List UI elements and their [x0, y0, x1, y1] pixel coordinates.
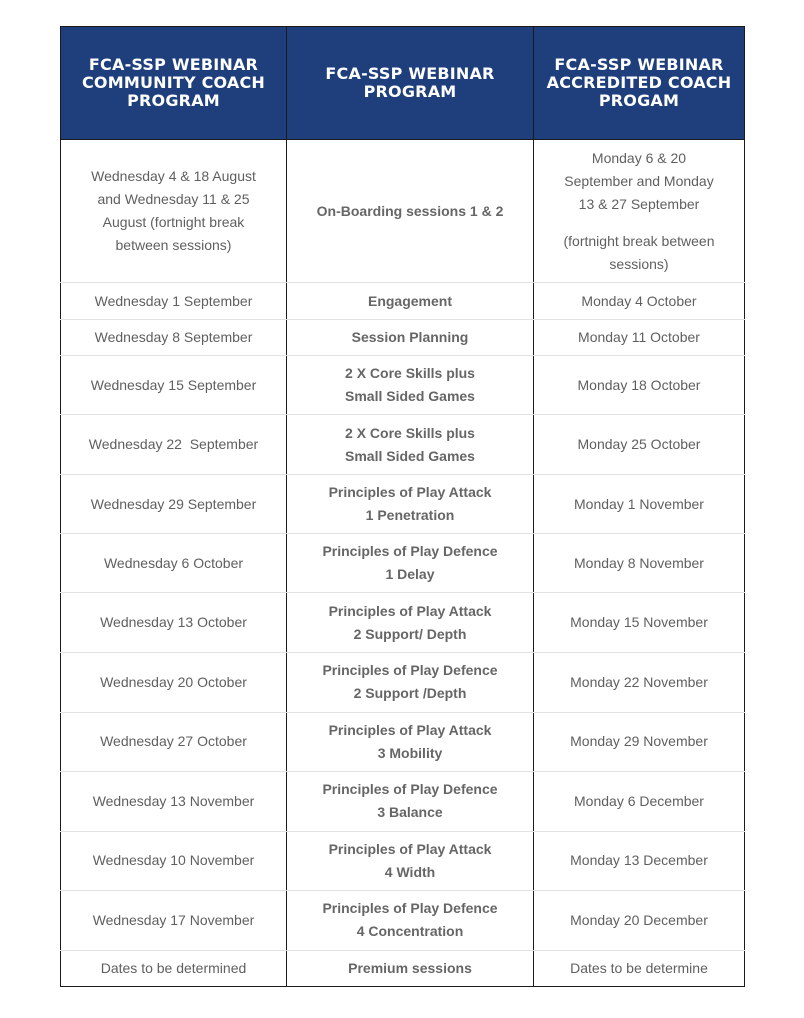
accredited-date-cell: Monday 11 October [534, 320, 745, 356]
accredited-date-cell: Monday 8 November [534, 534, 745, 593]
table-row [61, 415, 745, 475]
table-row [61, 475, 745, 534]
table-row [61, 831, 745, 890]
table-row [61, 593, 745, 652]
session-cell: Principles of Play Defence 1 Delay [287, 534, 534, 593]
accredited-date-cell: Monday 13 December [534, 831, 745, 890]
table-header-row [61, 27, 745, 140]
session-cell: Principles of Play Attack 2 Support/ Depth [287, 593, 534, 652]
accredited-date-cell: Monday 20 December [534, 890, 745, 950]
community-date-cell: Wednesday 1 September [61, 283, 287, 320]
schedule-table-wrapper [60, 26, 744, 987]
accredited-date-cell: Monday 1 November [534, 475, 745, 534]
session-cell: 2 X Core Skills plus Small Sided Games [287, 356, 534, 415]
webinar-schedule-table [60, 26, 745, 987]
table-row [61, 950, 745, 986]
community-date-cell: Wednesday 13 November [61, 771, 287, 831]
community-date-cell: Wednesday 10 November [61, 831, 287, 890]
header-webinar-program: FCA-SSP WEBINAR PROGRAM [287, 27, 534, 140]
session-cell: Engagement [287, 283, 534, 320]
session-cell: Principles of Play Defence 3 Balance [287, 771, 534, 831]
accredited-date-text: Monday 6 & 20 September and Monday 13 & 27 September [564, 149, 714, 212]
accredited-date-cell: Monday 6 December [534, 771, 745, 831]
session-cell: Principles of Play Defence 4 Concentration [287, 890, 534, 950]
table-row [61, 283, 745, 320]
accredited-date-cell: Monday 29 November [534, 712, 745, 771]
header-community-coach-program: FCA-SSP WEBINAR COMMUNITY COACH PROGRAM [61, 27, 287, 140]
community-date-cell: Wednesday 15 September [61, 356, 287, 415]
table-row [61, 356, 745, 415]
session-cell: 2 X Core Skills plus Small Sided Games [287, 415, 534, 475]
accredited-date-cell: Monday 18 October [534, 356, 745, 415]
community-date-cell: Wednesday 20 October [61, 652, 287, 712]
accredited-date-cell: Monday 22 November [534, 652, 745, 712]
community-date-text: Wednesday 4 & 18 August and Wednesday 11 & 25 August (fortnight break between sessions) [91, 168, 256, 254]
community-date-cell: Wednesday 6 October [61, 534, 287, 593]
table-row [61, 534, 745, 593]
community-date-cell: Wednesday 13 October [61, 593, 287, 652]
community-date-cell [61, 140, 287, 283]
community-date-cell: Wednesday 22 September [61, 415, 287, 475]
session-cell: Premium sessions [287, 950, 534, 986]
table-row [61, 652, 745, 712]
community-date-cell: Wednesday 8 September [61, 320, 287, 356]
session-text: On-Boarding sessions 1 & 2 [316, 202, 504, 219]
session-cell: Principles of Play Defence 2 Support /Depth [287, 652, 534, 712]
community-date-cell: Wednesday 17 November [61, 890, 287, 950]
accredited-date-cell: Monday 15 November [534, 593, 745, 652]
table-row [61, 140, 745, 283]
community-date-cell: Wednesday 29 September [61, 475, 287, 534]
community-date-cell: Wednesday 27 October [61, 712, 287, 771]
table-row [61, 890, 745, 950]
accredited-date-cell: Dates to be determine [534, 950, 745, 986]
session-cell: Principles of Play Attack 4 Width [287, 831, 534, 890]
table-row [61, 771, 745, 831]
accredited-date-cell [534, 140, 745, 283]
header-accredited-coach-program: FCA-SSP WEBINAR ACCREDITED COACH PROGAM [534, 27, 745, 140]
session-cell: Principles of Play Attack 1 Penetration [287, 475, 534, 534]
table-row [61, 320, 745, 356]
accredited-date-cell: Monday 25 October [534, 415, 745, 475]
community-date-cell: Dates to be determined [61, 950, 287, 986]
accredited-note-text: (fortnight break between sessions) [563, 232, 715, 272]
table-row [61, 712, 745, 771]
accredited-date-cell: Monday 4 October [534, 283, 745, 320]
session-cell: Session Planning [287, 320, 534, 356]
session-cell [287, 140, 534, 283]
session-cell: Principles of Play Attack 3 Mobility [287, 712, 534, 771]
